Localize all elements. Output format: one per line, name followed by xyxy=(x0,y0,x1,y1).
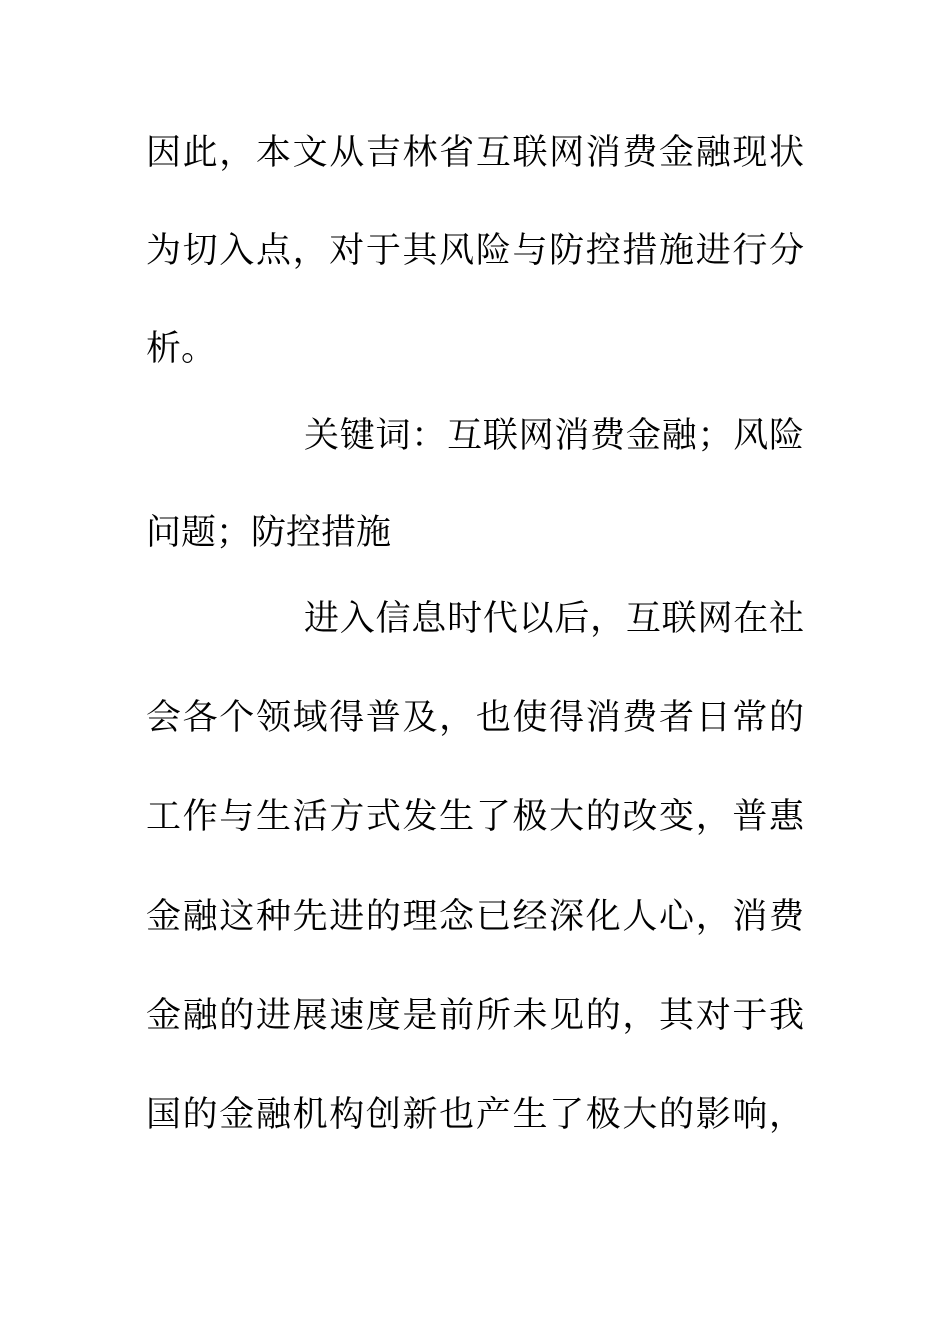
body-line-6: 国的金融机构创新也产生了极大的影响， xyxy=(146,1095,804,1135)
body-line-3: 工作与生活方式发生了极大的改变，普惠 xyxy=(146,797,804,837)
body-line-2: 会各个领域得普及，也使得消费者日常的 xyxy=(146,698,804,738)
paragraph-line-1: 因此，本文从吉林省互联网消费金融现状 xyxy=(146,133,804,173)
body-line-1: 进入信息时代以后，互联网在社 xyxy=(304,599,804,639)
paragraph-line-2: 为切入点，对于其风险与防控措施进行分 xyxy=(146,231,804,271)
body-line-5: 金融的进展速度是前所未见的，其对于我 xyxy=(146,996,804,1036)
paragraph-line-3: 析。 xyxy=(146,329,217,369)
keywords-line-2: 问题；防控措施 xyxy=(146,513,392,553)
keywords-line-1: 关键词：互联网消费金融；风险 xyxy=(304,416,804,456)
body-line-4: 金融这种先进的理念已经深化人心，消费 xyxy=(146,897,804,937)
